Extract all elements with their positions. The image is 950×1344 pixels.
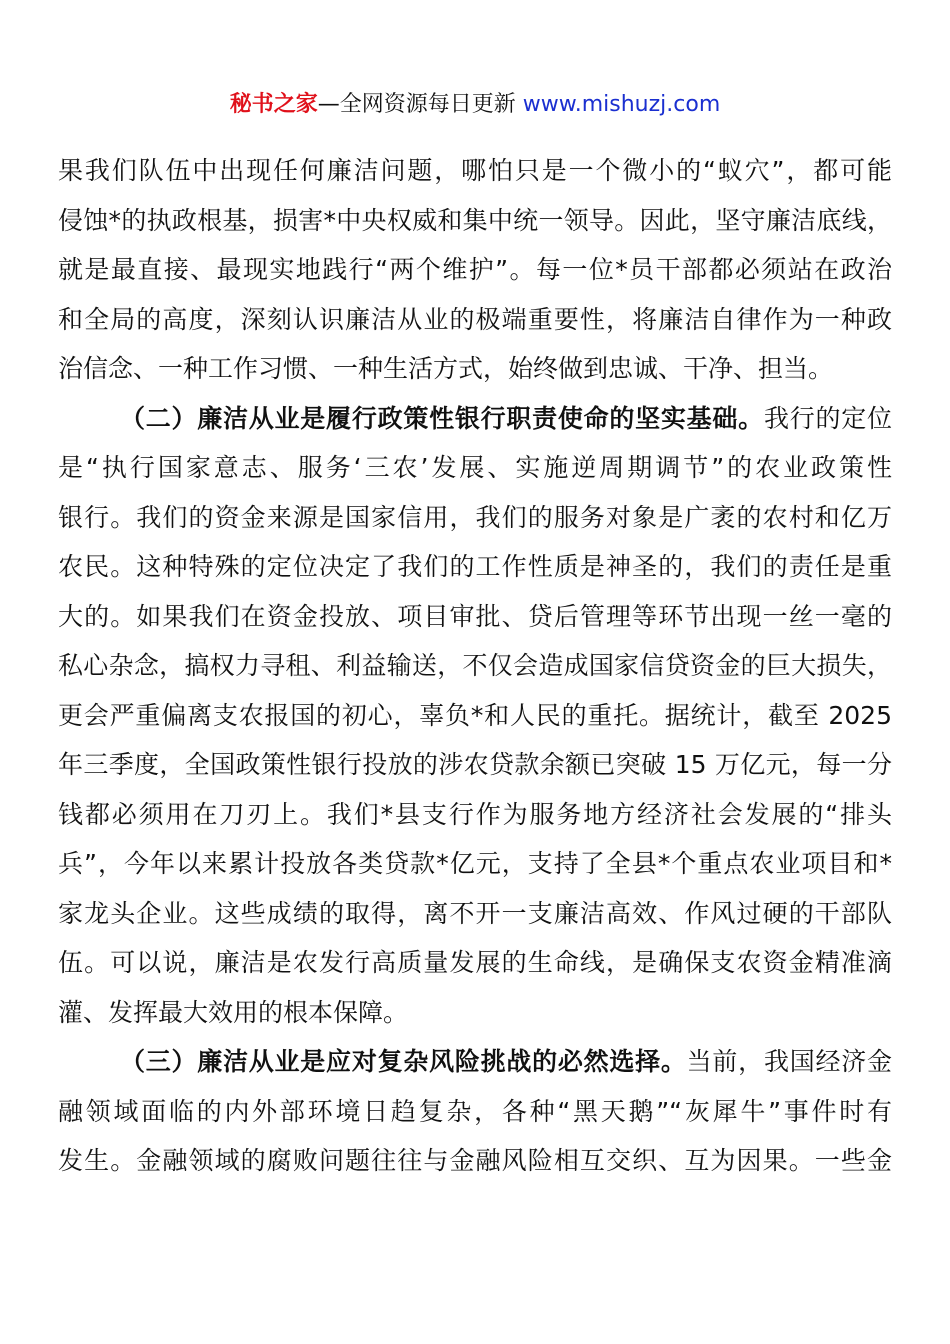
text-line: 钱都必须用在刀刃上。我们*县支行作为服务地方经济社会发展的“排头 [58, 799, 892, 829]
paragraph-3-first-line [58, 1037, 892, 1087]
paragraph-2 [58, 394, 892, 1038]
paragraph-3 [58, 1037, 892, 1186]
text-line: 和全局的高度，深刻认识廉洁从业的极端重要性，将廉洁自律作为一种政 [58, 304, 892, 334]
text-line: 治信念、一种工作习惯、一种生活方式，始终做到忠诚、干净、担当。 [58, 354, 834, 383]
text-line: 银行。我们的资金来源是国家信用，我们的服务对象是广袤的农村和亿万 [58, 502, 892, 532]
text-line: 是“执行国家意志、服务‘三农’发展、实施逆周期调节”的农业政策性 [58, 453, 892, 482]
site-brand: 秘书之家 [229, 92, 318, 117]
text-line: 更会严重偏离支农报国的初心，辜负*和人民的重托。据统计，截至 2025 [58, 700, 892, 730]
text-line: 家龙头企业。这些成绩的取得，离不开一支廉洁高效、作风过硬的干部队 [58, 898, 892, 928]
site-tagline: —全网资源每日更新 [317, 92, 523, 117]
text-line: 私心杂念，搞权力寻租、利益输送，不仅会造成国家信贷资金的巨大损失， [58, 651, 892, 680]
paragraph-2-first-line [58, 394, 892, 444]
text-line: 兵”，今年以来累计投放各类贷款*亿元，支持了全县*个重点农业项目和* [58, 849, 892, 878]
paragraph-1 [58, 146, 892, 394]
text-line: 发生。金融领域的腐败问题往往与金融风险相互交织、互为因果。一些金 [58, 1146, 892, 1175]
text-line: 果我们队伍中出现任何廉洁问题，哪怕只是一个微小的“蚁穴”，都可能 [58, 156, 892, 185]
text-fragment: 当前，我国经济金 [686, 1047, 892, 1076]
text-line: 大的。如果我们在资金投放、项目审批、贷后管理等环节出现一丝一毫的 [58, 601, 892, 631]
text-line: 年三季度，全国政策性银行投放的涉农贷款余额已突破 15 万亿元，每一分 [58, 750, 892, 779]
text-line: 灌、发挥最大效用的根本保障。 [58, 997, 409, 1027]
text-line: 农民。这种特殊的定位决定了我们的工作性质是神圣的，我们的责任是重 [58, 552, 892, 581]
text-line: 融领域面临的内外部环境日趋复杂，各种“黑天鹅”“灰犀牛”事件时有 [58, 1096, 892, 1126]
section-heading-3: （三）廉洁从业是应对复杂风险挑战的必然选择。 [120, 1047, 687, 1076]
text-line: 就是最直接、最现实地践行“两个维护”。每一位*员干部都必须站在政治 [58, 255, 892, 284]
text-line: 侵蚀*的执政根基，损害*中央权威和集中统一领导。因此，坚守廉洁底线， [58, 205, 892, 235]
site-url-link[interactable]: www.mishuzj.com [522, 92, 721, 117]
document-body [58, 146, 892, 1186]
section-heading-2: （二）廉洁从业是履行政策性银行职责使命的坚实基础。 [120, 403, 764, 433]
site-header [0, 88, 950, 122]
text-fragment: 我行的定位 [763, 403, 892, 433]
text-line: 伍。可以说，廉洁是农发行高质量发展的生命线，是确保支农资金精准滴 [58, 948, 892, 977]
